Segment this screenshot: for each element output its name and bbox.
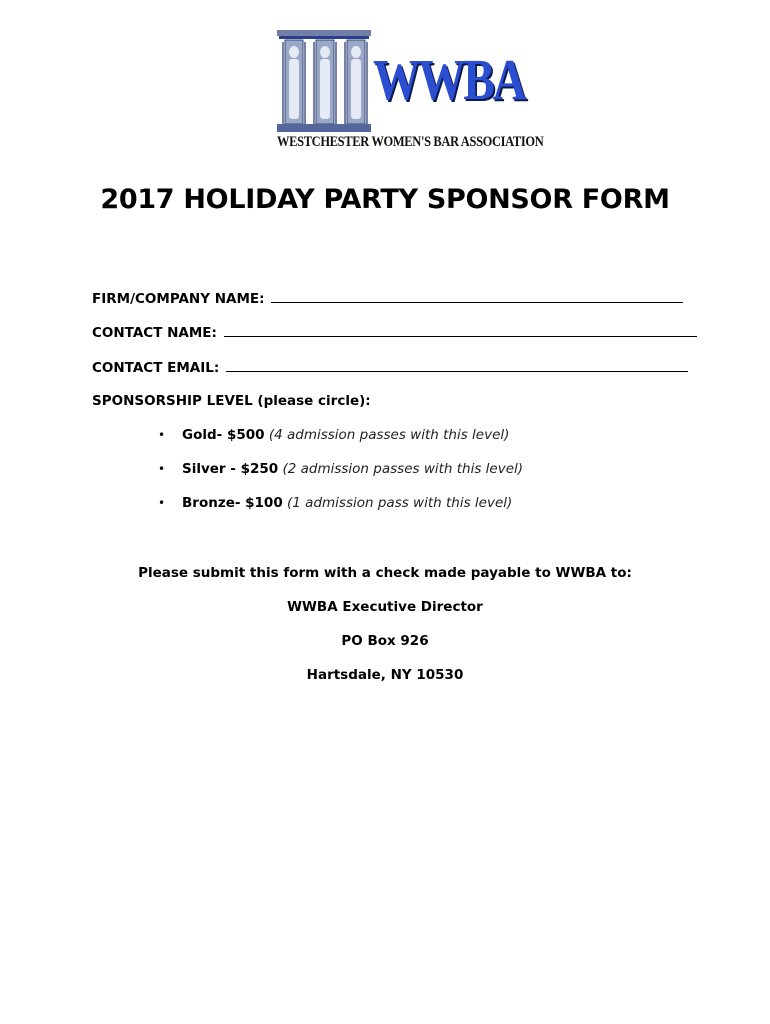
sponsorship-level-list [158,427,523,529]
recipient-name: WWBA Executive Director [287,599,483,615]
level-name: Gold- $500 [182,427,265,443]
level-description: (4 admission passes with this level) [268,427,510,443]
caryatid-pillars-icon [275,28,375,136]
sponsorship-level-label: SPONSORSHIP LEVEL (please circle): [92,393,371,409]
po-box: PO Box 926 [341,633,429,649]
sponsorship-level-bronze[interactable] [158,495,523,529]
contact-email-field [92,359,688,376]
level-name: Silver - $250 [182,461,279,477]
wwba-logo [275,28,544,158]
bullet-icon: • [158,462,166,476]
contact-name-input[interactable] [224,324,697,337]
logo-association-name: WESTCHESTER WOMEN'S BAR ASSOCIATION [277,134,544,150]
level-description: (1 admission pass with this level) [287,495,513,511]
logo-wordmark: WWBA [373,47,525,112]
contact-name-label: CONTACT NAME: [92,325,217,341]
bullet-icon: • [158,428,166,442]
bullet-icon: • [158,496,166,510]
level-name: Bronze- $100 [182,495,283,511]
level-description: (2 admission passes with this level) [282,461,524,477]
firm-name-field [92,290,683,307]
contact-email-input[interactable] [226,359,688,372]
sponsorship-level-gold[interactable] [158,427,523,461]
submit-instruction: Please submit this form with a check made payable to WWBA to: [138,565,632,581]
contact-name-field [92,324,697,341]
contact-email-label: CONTACT EMAIL: [92,360,220,376]
page-title: 2017 HOLIDAY PARTY SPONSOR FORM [100,184,670,215]
sponsorship-level-silver[interactable] [158,461,523,495]
firm-name-label: FIRM/COMPANY NAME: [92,291,265,307]
firm-name-input[interactable] [271,290,683,303]
city-state-zip: Hartsdale, NY 10530 [306,667,464,683]
